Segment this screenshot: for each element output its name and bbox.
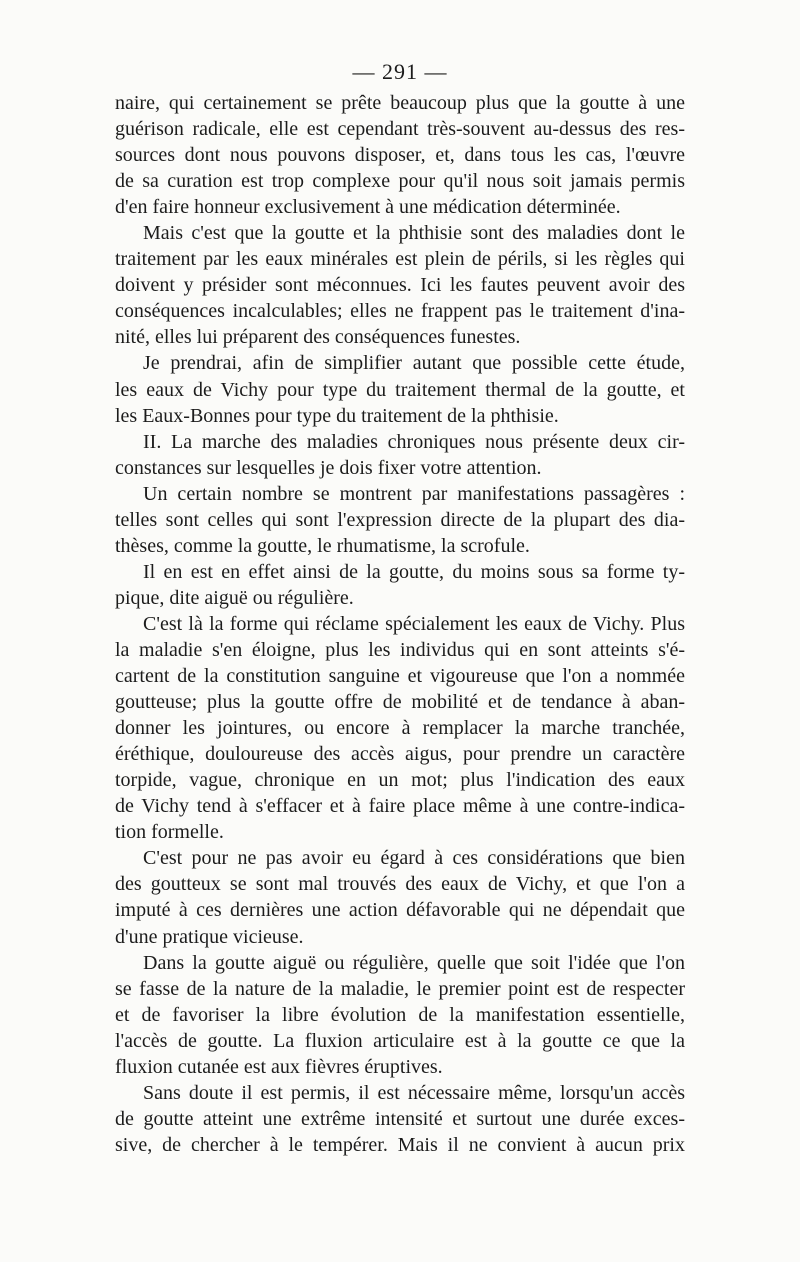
text-line: cartent de la constitution sanguine et vigoureuse que l'on a nommée (115, 665, 685, 688)
text-line: telles sont celles qui sont l'expression directe de la plupart des dia- (115, 508, 685, 531)
text-line: les eaux de Vichy pour type du traitement thermal de la goutte, et (115, 378, 685, 401)
text-line: C'est pour ne pas avoir eu égard à ces considérations que bien (143, 847, 685, 870)
text-line: d'en faire honneur exclusivement à une médication déterminée. (115, 196, 621, 219)
text-line: l'accès de goutte. La fluxion articulaire est à la goutte ce que la (115, 1029, 685, 1052)
text-line: sources dont nous pouvons disposer, et, dans tous les cas, l'œuvre (115, 144, 685, 167)
text-line: tion formelle. (115, 821, 224, 844)
text-line: Dans la goutte aiguë ou régulière, quelle que soit l'idée que l'on (143, 951, 685, 974)
text-line: et de favoriser la libre évolution de la manifestation essentielle, (115, 1003, 685, 1026)
text-line: se fasse de la nature de la maladie, le premier point est de respecter (115, 977, 685, 1000)
text-line: doivent y présider sont méconnues. Ici les fautes peuvent avoir des (115, 274, 685, 297)
text-line: Il en est en effet ainsi de la goutte, du moins sous sa forme ty- (143, 560, 685, 583)
text-line: d'une pratique vicieuse. (115, 925, 304, 948)
text-line: fluxion cutanée est aux fièvres éruptives. (115, 1055, 443, 1078)
text-line: éréthique, douloureuse des accès aigus, pour prendre un caractère (115, 743, 685, 766)
text-line: Un certain nombre se montrent par manifestations passagères : (143, 482, 685, 505)
text-line: thèses, comme la goutte, le rhumatisme, la scrofule. (115, 534, 530, 557)
text-line: de goutte atteint une extrême intensité et surtout une durée exces- (115, 1107, 685, 1130)
text-line: torpide, vague, chronique en un mot; plus l'indication des eaux (115, 769, 685, 792)
text-line: de sa curation est trop complexe pour qu'il nous soit jamais permis (115, 170, 685, 193)
text-line: naire, qui certainement se prête beaucoup plus que la goutte à une (115, 92, 685, 114)
text-line: traitement par les eaux minérales est plein de périls, si les règles qui (115, 248, 685, 271)
text-line: des goutteux se sont mal trouvés des eaux de Vichy, et que l'on a (115, 873, 685, 896)
page-number: — 291 — (352, 59, 448, 84)
text-line: II. La marche des maladies chroniques nous présente deux cir- (143, 430, 685, 453)
text-line: guérison radicale, elle est cependant très-souvent au-dessus des res- (115, 118, 685, 141)
text-line: goutteuse; plus la goutte offre de mobilité et de tendance à aban- (115, 691, 685, 714)
text-line: pique, dite aiguë ou régulière. (115, 586, 354, 609)
text-line: conséquences incalculables; elles ne frappent pas le traitement d'ina- (115, 300, 685, 323)
text-line: Mais c'est que la goutte et la phthisie sont des maladies dont le (143, 222, 685, 245)
text-line: sive, de chercher à le tempérer. Mais il ne convient à aucun prix (115, 1133, 685, 1156)
text-line: constances sur lesquelles je dois fixer votre attention. (115, 456, 542, 479)
text-line: nité, elles lui préparent des conséquences funestes. (115, 326, 521, 349)
body-text (115, 90, 685, 1158)
text-line: imputé à ces dernières une action défavorable qui ne dépendait que (115, 899, 685, 922)
text-line: la maladie s'en éloigne, plus les individus qui en sont atteints s'é- (115, 638, 685, 661)
text-line: donner les jointures, ou encore à remplacer la marche tranchée, (115, 717, 685, 740)
text-line: Sans doute il est permis, il est nécessaire même, lorsqu'un accès (143, 1081, 685, 1104)
text-line: les Eaux-Bonnes pour type du traitement de la phthisie. (115, 404, 559, 427)
text-line: C'est là la forme qui réclame spécialement les eaux de Vichy. Plus (143, 612, 685, 635)
text-line: de Vichy tend à s'effacer et à faire place même à une contre-indica- (115, 795, 685, 818)
text-line: Je prendrai, afin de simplifier autant que possible cette étude, (143, 352, 685, 375)
